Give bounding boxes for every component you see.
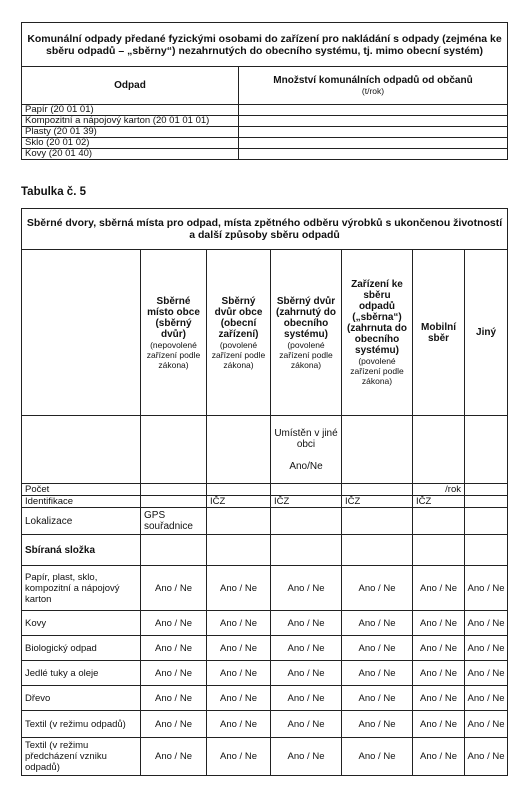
icz-cell: IČZ [342, 496, 413, 508]
table-row [22, 686, 508, 711]
table-cell-empty [239, 138, 508, 149]
table-row [22, 661, 508, 686]
table-row [22, 566, 508, 611]
table-cell-empty [239, 116, 508, 127]
yes-no-cell: Ano / Ne [465, 636, 508, 661]
table-cell-empty [141, 496, 207, 508]
icz-cell: IČZ [413, 496, 465, 508]
table-5-caption: Tabulka č. 5 [21, 186, 86, 198]
yes-no-cell: Ano / Ne [413, 566, 465, 611]
table-row [22, 636, 508, 661]
yes-no-cell: Ano / Ne [271, 686, 342, 711]
section-label: Sbíraná složka [22, 535, 141, 566]
table-5-header-empty [22, 250, 141, 416]
item-label: Jedlé tuky a oleje [22, 661, 141, 686]
table-5-header [342, 250, 413, 416]
yes-no-cell: Ano / Ne [465, 686, 508, 711]
table-cell-empty [207, 535, 271, 566]
table-cell-empty [271, 484, 342, 496]
table-5-header [141, 250, 207, 416]
table-row: Sklo (20 01 02) [22, 138, 239, 149]
yes-no-cell: Ano / Ne [465, 711, 508, 738]
yes-no-cell: Ano / Ne [271, 661, 342, 686]
yes-no-cell: Ano / Ne [342, 686, 413, 711]
yes-no-cell: Ano / Ne [465, 738, 508, 776]
row-label-identifikace: Identifikace [22, 496, 141, 508]
location-label: Umístěn v jiné obci [274, 427, 338, 450]
table-5 [21, 208, 508, 776]
table-cell-empty [342, 508, 413, 535]
table-cell-empty [22, 416, 141, 484]
item-label: Biologický odpad [22, 636, 141, 661]
header-title: Zařízení ke sběru odpadů („sběrna“) (zahrnuta do obecního systému) [347, 279, 407, 356]
icz-cell: IČZ [207, 496, 271, 508]
yes-no-cell: Ano / Ne [141, 611, 207, 636]
table-cell-empty [207, 484, 271, 496]
item-rows [22, 566, 508, 776]
yes-no-cell: Ano / Ne [271, 566, 342, 611]
header-title: Sběrný dvůr (zahrnutý do obecního systému) [276, 295, 336, 340]
yes-no-cell: Ano / Ne [271, 738, 342, 776]
table-5-header [207, 250, 271, 416]
table-row: Plasty (20 01 39) [22, 127, 239, 138]
yes-no-cell: Ano / Ne [207, 738, 271, 776]
header-title: Jiný [476, 327, 497, 338]
row-label-pocet: Počet [22, 484, 141, 496]
yes-no-cell: Ano / Ne [465, 611, 508, 636]
header-note: (nepovolené zařízení podle zákona) [146, 339, 201, 370]
yes-no-cell: Ano / Ne [207, 611, 271, 636]
table-cell-empty [465, 484, 508, 496]
yes-no-cell: Ano / Ne [271, 611, 342, 636]
icz-cell: IČZ [271, 496, 342, 508]
table-4-title: Komunální odpady předané fyzickými osobami do zařízení pro nakládání s odpady (zejména ke sběru odpadů – „sběrny“) nezahrnutých do obecního systému, tj. mimo obecní systém) [22, 23, 508, 67]
yes-no-cell: Ano / Ne [342, 738, 413, 776]
header-title: Sběrné místo obce (sběrný dvůr) [147, 295, 200, 340]
pocet-unit: /rok [413, 484, 465, 496]
header-title: Mobilní sběr [421, 321, 456, 344]
table-cell-empty [207, 416, 271, 484]
yes-no-cell: Ano / Ne [207, 686, 271, 711]
yes-no-cell: Ano / Ne [342, 611, 413, 636]
table-5-header [465, 250, 508, 416]
table-cell-empty [239, 149, 508, 160]
table-cell-empty [141, 416, 207, 484]
table-cell-empty [271, 535, 342, 566]
table-cell-empty [465, 416, 508, 484]
yes-no-cell: Ano / Ne [141, 711, 207, 738]
yes-no-cell: Ano / Ne [141, 636, 207, 661]
table-cell-empty [342, 416, 413, 484]
yes-no-cell: Ano / Ne [413, 611, 465, 636]
table-4 [21, 22, 508, 160]
yes-no-cell: Ano / Ne [271, 711, 342, 738]
yes-no-cell: Ano / Ne [207, 711, 271, 738]
yes-no-cell: Ano / Ne [342, 711, 413, 738]
table-cell-empty [465, 535, 508, 566]
yes-no-cell: Ano / Ne [271, 636, 342, 661]
table-cell-empty [413, 535, 465, 566]
table-cell-empty [342, 535, 413, 566]
yes-no-cell: Ano / Ne [413, 686, 465, 711]
table-row [22, 611, 508, 636]
yes-no-cell: Ano / Ne [207, 566, 271, 611]
table-5-header [413, 250, 465, 416]
yes-no-cell: Ano / Ne [465, 661, 508, 686]
table-4-col-mnozstvi [239, 67, 508, 105]
item-label: Dřevo [22, 686, 141, 711]
item-label: Textil (v režimu předcházení vzniku odpadů) [22, 738, 141, 776]
table-cell-empty [141, 535, 207, 566]
yes-no-cell: Ano / Ne [141, 686, 207, 711]
table-row: Kovy (20 01 40) [22, 149, 239, 160]
yes-no-cell: Ano / Ne [207, 661, 271, 686]
table-cell-empty [239, 105, 508, 116]
row-label-lokalizace: Lokalizace [22, 508, 141, 535]
item-label: Papír, plast, sklo, kompozitní a nápojový karton [22, 566, 141, 611]
table-4-col-mnozstvi-label: Množství komunálních odpadů od občanů [273, 75, 473, 86]
table-4-col-odpad: Odpad [22, 67, 239, 105]
item-label: Textil (v režimu odpadů) [22, 711, 141, 738]
yes-no-cell: Ano / Ne [342, 661, 413, 686]
table-4-col-unit: (t/rok) [361, 86, 385, 96]
yes-no-cell: Ano / Ne [413, 738, 465, 776]
yes-no-cell: Ano / Ne [342, 566, 413, 611]
table-cell-empty [239, 127, 508, 138]
table-cell-empty [413, 508, 465, 535]
yes-no-cell: Ano / Ne [207, 636, 271, 661]
header-title: Sběrný dvůr obce (obecní zařízení) [214, 295, 263, 340]
yes-no-cell: Ano / Ne [465, 566, 508, 611]
table-5-header [271, 250, 342, 416]
location-yes-no: Ano/Ne [289, 460, 323, 472]
header-note: (povolené zařízení podle zákona) [350, 356, 404, 386]
table-cell-empty [465, 508, 508, 535]
yes-no-cell: Ano / Ne [413, 661, 465, 686]
item-label: Kovy [22, 611, 141, 636]
header-note: (povolené zařízení podle zákona) [279, 339, 333, 370]
header-note: (povolené zařízení podle zákona) [211, 339, 266, 370]
table-cell-empty [342, 484, 413, 496]
table-cell-empty [141, 484, 207, 496]
table-cell-empty [465, 496, 508, 508]
table-row: Papír (20 01 01) [22, 105, 239, 116]
location-cell [271, 416, 342, 484]
table-cell-empty [413, 416, 465, 484]
table-row: Kompozitní a nápojový karton (20 01 01 01) [22, 116, 239, 127]
yes-no-cell: Ano / Ne [141, 566, 207, 611]
table-5-title: Sběrné dvory, sběrná místa pro odpad, místa zpětného odběru výrobků s ukončenou životností a další způsoby sběru odpadů [22, 209, 508, 250]
yes-no-cell: Ano / Ne [141, 738, 207, 776]
yes-no-cell: Ano / Ne [141, 661, 207, 686]
table-cell-empty [271, 508, 342, 535]
gps-cell: GPS souřadnice [141, 508, 207, 535]
table-row [22, 711, 508, 738]
yes-no-cell: Ano / Ne [413, 636, 465, 661]
table-row [22, 738, 508, 776]
table-cell-empty [207, 508, 271, 535]
yes-no-cell: Ano / Ne [342, 636, 413, 661]
yes-no-cell: Ano / Ne [413, 711, 465, 738]
